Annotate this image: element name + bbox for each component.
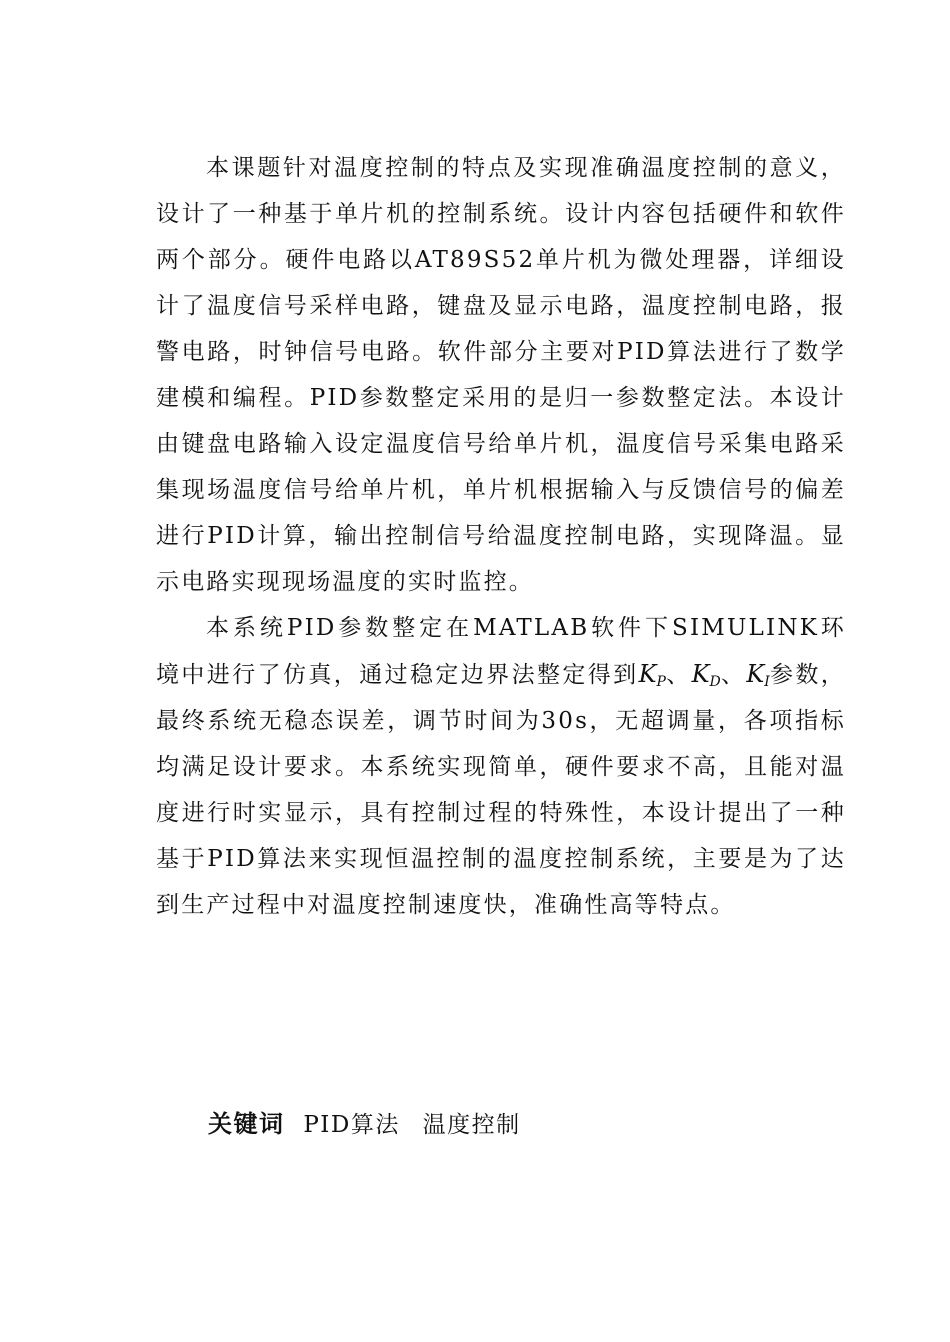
parameter-separator: 、	[665, 662, 692, 688]
paragraph-2-text-end: 参数，最终系统无稳态误差，调节时间为30s，无超调量，各项指标均满足设计要求。本系统实现简单，硬件要求不高，且能对温度进行时实显示，具有控制过程的特殊性，本设计提出了一种基于PID算法来实现恒温控制的温度控制系统，主要是为了达到生产过程中对温度控制速度快，准确性高等特点。	[156, 662, 847, 918]
abstract-paragraph-2	[156, 605, 846, 928]
abstract-body	[156, 145, 846, 928]
ki-parameter: $K_I$	[746, 660, 770, 690]
parameter-separator: 、	[720, 662, 747, 688]
keywords-label: 关键词	[208, 1110, 285, 1138]
abstract-paragraph-1: 本课题针对温度控制的特点及实现准确温度控制的意义，设计了一种基于单片机的控制系统。设计内容包括硬件和软件两个部分。硬件电路以AT89S52单片机为微处理器，详细设计了温度信号采样电路，键盘及显示电路，温度控制电路，报警电路，时钟信号电路。软件部分主要对PID算法进行了数学建模和编程。PID参数整定采用的是归一参数整定法。本设计由键盘电路输入设定温度信号给单片机，温度信号采集电路采集现场温度信号给单片机，单片机根据输入与反馈信号的偏差进行PID计算，输出控制信号给温度控制电路，实现降温。显示电路实现现场温度的实时监控。	[156, 155, 846, 595]
paragraph-2-text-start: 本系统PID参数整定在MATLAB软件下SIMULINK环境中进行了仿真，通过稳定边界法整定得到	[156, 615, 846, 688]
keyword-item: 温度控制	[422, 1112, 521, 1138]
keyword-item: PID算法	[303, 1112, 400, 1138]
kd-parameter: $K_D$	[691, 660, 721, 690]
kp-parameter: $K_P$	[638, 660, 666, 690]
keywords-line	[208, 1104, 535, 1139]
